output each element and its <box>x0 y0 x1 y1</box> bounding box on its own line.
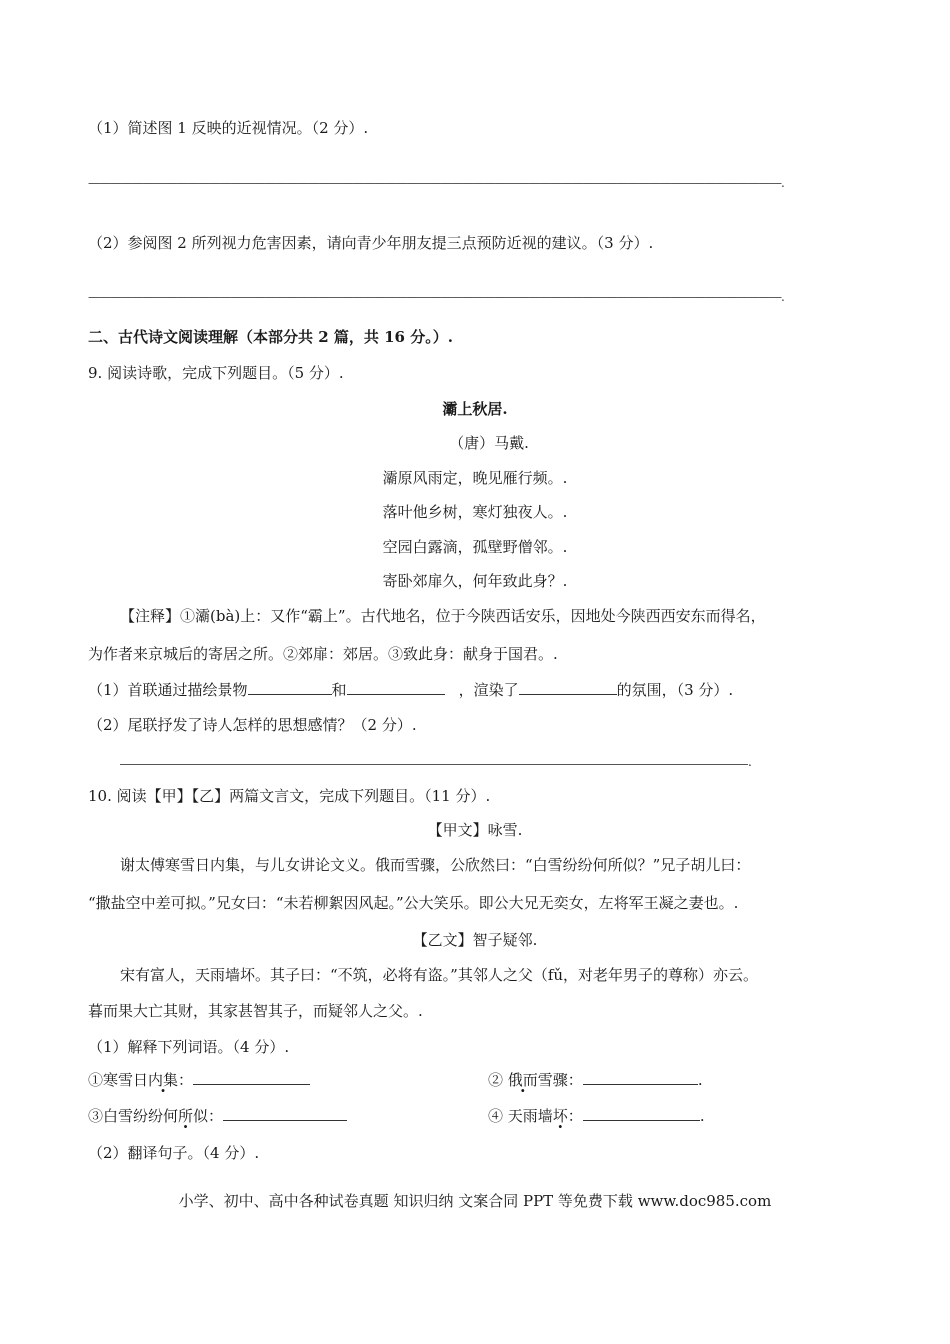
dotted-word: 坏 <box>552 1107 568 1125</box>
item-text: ： <box>178 1071 194 1089</box>
blank-scenery-1[interactable] <box>248 680 332 695</box>
q9-sub1-part-d: 的氛围，（3 分）. <box>616 681 734 699</box>
poem-line: 寄卧郊扉久，何年致此身？. <box>382 572 568 590</box>
poem-note-line1: 【注释】①灞(bà)上：又作“霸上”。古代地名，位于今陕西话安乐，因地处今陕西西安东而得名， <box>120 607 766 625</box>
jia-title: 【甲文】咏雪. <box>427 821 523 839</box>
item-text: ： <box>567 1107 583 1125</box>
q10-stem: 10. 阅读【甲】【乙】两篇文言文，完成下列题目。（11 分）. <box>88 787 491 805</box>
q10-sub1: （1）解释下列词语。（4 分）. <box>88 1038 290 1056</box>
blank-answer[interactable] <box>193 1070 310 1085</box>
q8-sub2: （2）参阅图 2 所列视力危害因素，请向青少年朋友提三点预防近视的建议。（3 分）. <box>88 234 654 252</box>
item-text: ： <box>208 1107 224 1125</box>
item-text: 雪骤： <box>537 1071 583 1089</box>
item-end: . <box>699 1107 705 1125</box>
poem-line: 空园白露滴，孤壁野僧邻。. <box>382 538 568 556</box>
blank-answer[interactable] <box>583 1106 700 1121</box>
item-end: . <box>697 1071 703 1089</box>
item-text: ② <box>488 1071 508 1089</box>
q10-item3 <box>88 1106 347 1126</box>
yi-text-line1: 宋有富人，天雨墙坏。其子曰：“不筑，必将有盗。”其邻人之父（fǔ，对老年男子的尊称）亦云。 <box>120 966 759 984</box>
blank-scenery-2[interactable] <box>347 680 445 695</box>
answer-line[interactable]: ———————————————————————————————————————————————————————————————. <box>88 290 784 304</box>
item-text: ④ 天雨墙 <box>488 1107 553 1125</box>
dotted-word: 何所似 <box>163 1107 209 1125</box>
dotted-word: 俄而 <box>507 1071 538 1089</box>
dotted-word: 内集 <box>148 1071 179 1089</box>
q9-stem: 9. 阅读诗歌，完成下列题目。（5 分）. <box>88 364 344 382</box>
blank-answer[interactable] <box>223 1106 347 1121</box>
blank-answer[interactable] <box>583 1070 698 1085</box>
q10-item4 <box>488 1106 705 1126</box>
answer-line[interactable]: ———————————————————————————————————————————————————————————————. <box>88 176 784 190</box>
q10-item2 <box>488 1070 703 1090</box>
q8-sub1: （1）简述图 1 反映的近视情况。（2 分）. <box>88 119 369 137</box>
q9-sub1-part-c: ，渲染了 <box>458 681 519 699</box>
poem-note-line2: 为作者来京城后的寄居之所。②郊扉：郊居。③致此身：献身于国君。. <box>88 645 558 663</box>
answer-line[interactable] <box>120 764 748 765</box>
answer-line-end: . <box>748 755 752 769</box>
jia-text-line1: 谢太傅寒雪日内集，与儿女讲论文义。俄而雪骤，公欣然曰：“白雪纷纷何所似？”兄子胡儿曰： <box>120 856 751 874</box>
poem-author: （唐）马戴. <box>449 434 529 452</box>
item-text: ①寒雪日 <box>88 1071 149 1089</box>
page-footer: 小学、初中、高中各种试卷真题 知识归纳 文案合同 PPT 等免费下载 www.doc985.com <box>178 1192 772 1210</box>
poem-title: 灞上秋居. <box>442 400 508 418</box>
item-text: ③白雪纷纷 <box>88 1107 164 1125</box>
jia-text-line2: “撒盐空中差可拟。”兄女曰：“未若柳絮因风起。”公大笑乐。即公大兄无奕女，左将军王凝之妻也。. <box>88 894 739 912</box>
blank-atmosphere[interactable] <box>519 680 617 695</box>
q9-sub1-part-b: 和 <box>331 681 347 699</box>
q10-sub2: （2）翻译句子。（4 分）. <box>88 1144 260 1162</box>
poem-line: 灞原风雨定，晚见雁行频。. <box>382 469 568 487</box>
poem-line: 落叶他乡树，寒灯独夜人。. <box>382 503 568 521</box>
yi-title: 【乙文】智子疑邻. <box>412 931 538 949</box>
q9-sub1-part-a: （1）首联通过描绘景物 <box>88 681 248 699</box>
yi-text-line2: 暮而果大亡其财，其家甚智其子，而疑邻人之父。. <box>88 1002 423 1020</box>
q9-sub1 <box>88 680 733 700</box>
section-heading: 二、古代诗文阅读理解（本部分共 2 篇，共 16 分。）. <box>88 328 453 346</box>
q9-sub2: （2）尾联抒发了诗人怎样的思想感情？（2 分）. <box>88 716 417 734</box>
q10-item1 <box>88 1070 310 1090</box>
